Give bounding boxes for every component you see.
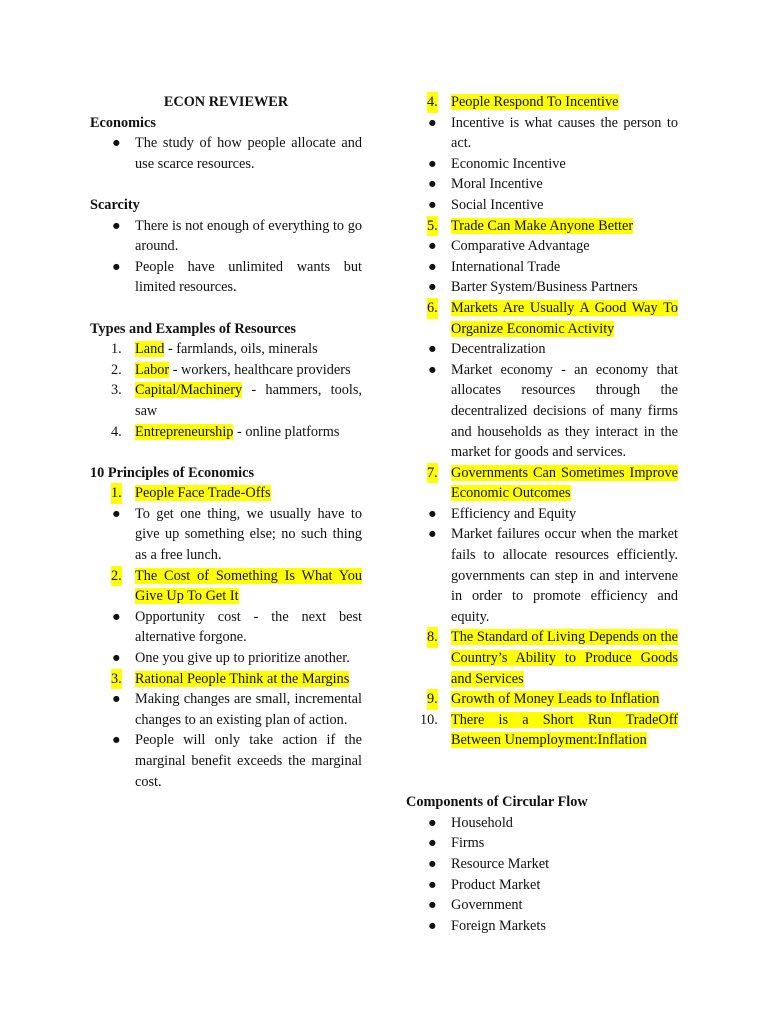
bullet-icon: ● (112, 608, 121, 625)
bullet-icon: ● (428, 279, 437, 296)
bullet-icon: ● (428, 341, 437, 358)
list-item: ● Government (406, 895, 678, 916)
principle-item: 6. Markets Are Usually A Good Way To Organize Economic Activity (427, 299, 678, 337)
list-item: ● Efficiency and Equity (406, 504, 678, 525)
circular-flow-list (406, 813, 678, 937)
list-item: ● Social Incentive (406, 195, 678, 216)
list-item: ● Firms (406, 833, 678, 854)
list-item: ● To get one thing, we usually have to give up something else; no such thing as a free lunch. (112, 505, 362, 564)
list-item: 1. Land - farmlands, oils, minerals (111, 341, 318, 358)
right-column (406, 92, 678, 936)
scarcity-list (90, 216, 362, 298)
section-heading-resources: Types and Examples of Resources (90, 320, 296, 337)
principle-item: 4. People Respond To Incentive (406, 92, 678, 113)
bullet-icon: ● (428, 196, 437, 213)
list-item: ● Economic Incentive (406, 154, 678, 175)
list-item: ● International Trade (406, 257, 678, 278)
section-heading-scarcity: Scarcity (90, 196, 140, 213)
bullet-icon: ● (428, 155, 437, 172)
principle-item: 7. Governments Can Sometimes Improve Economic Outcomes (427, 464, 678, 502)
list-item: ● Household (406, 813, 678, 834)
bullet-icon: ● (428, 814, 437, 831)
list-item: ● Foreign Markets (406, 916, 678, 937)
left-column (90, 92, 362, 792)
list-item: ● Market failures occur when the market fails to allocate resources efficiently. governments can step in and intervene in order to promote efficiency and equity. (428, 526, 678, 625)
principles-list-right (406, 92, 678, 751)
bullet-icon: ● (112, 650, 121, 667)
list-item: ● Resource Market (406, 854, 678, 875)
list-item: ● Opportunity cost - the next best alternative forgone. (112, 608, 362, 646)
bullet-icon: ● (428, 526, 437, 543)
bullet-icon: ● (428, 855, 437, 872)
principle-item: 8. The Standard of Living Depends on the Country’s Ability to Produce Goods and Services (427, 629, 678, 687)
principle-item: 2. The Cost of Something Is What You Give Up To Get It (111, 567, 362, 605)
highlighted-term: Labor (135, 361, 170, 378)
list-item: ● Making changes are small, incremental changes to an existing plan of action. (112, 691, 362, 728)
economics-list (90, 133, 362, 174)
highlighted-term: Entrepreneurship (135, 423, 234, 440)
highlighted-term: Land (135, 341, 165, 358)
list-item: ● Moral Incentive (406, 174, 678, 195)
section-heading-economics: Economics (90, 114, 156, 131)
bullet-icon: ● (428, 258, 437, 275)
bullet-icon: ● (112, 217, 121, 234)
bullet-icon: ● (112, 691, 121, 708)
list-item: 4. Entrepreneurship - online platforms (111, 423, 340, 440)
principle-item: 9. Growth of Money Leads to Inflation (406, 689, 678, 710)
resources-list (90, 339, 362, 442)
highlighted-term: Capital/Machinery (135, 382, 243, 399)
list-item: ● Incentive is what causes the person to act. (428, 114, 678, 152)
principle-item: 10. There is a Short Run TradeOff Between Unemployment:Inflation (420, 711, 678, 749)
section-heading-circular-flow: Components of Circular Flow (406, 794, 588, 811)
bullet-icon: ● (428, 114, 437, 131)
principle-item: 3. Rational People Think at the Margins (90, 669, 362, 690)
list-item: ● Comparative Advantage (406, 236, 678, 257)
principle-item: 1. People Face Trade-Offs (90, 483, 362, 504)
section-heading-principles: 10 Principles of Economics (90, 464, 255, 481)
bullet-icon: ● (428, 876, 437, 893)
bullet-icon: ● (428, 238, 437, 255)
list-item: ● One you give up to prioritize another. (90, 648, 362, 669)
list-item: 3. Capital/Machinery - hammers, tools, saw (111, 382, 362, 419)
bullet-icon: ● (428, 897, 437, 914)
bullet-icon: ● (112, 135, 121, 152)
principle-item: 5. Trade Can Make Anyone Better (406, 216, 678, 237)
list-item: ● Product Market (406, 875, 678, 896)
list-item: ● Market economy - an economy that allocates resources through the decentralized decisions of many firms and households as they interact in the market for goods and services. (428, 361, 678, 461)
principles-list-left (90, 483, 362, 792)
bullet-icon: ● (428, 835, 437, 852)
list-item: ● There is not enough of everything to go around. (112, 217, 362, 255)
list-item: ● Decentralization (406, 339, 678, 360)
bullet-icon: ● (428, 505, 437, 522)
list-item: ● People will only take action if the marginal benefit exceeds the marginal cost. (112, 732, 362, 790)
list-item: ● People have unlimited wants but limited resources. (112, 258, 362, 296)
list-item: ● The study of how people allocate and use scarce resources. (112, 135, 362, 172)
bullet-icon: ● (428, 361, 437, 378)
bullet-icon: ● (112, 258, 121, 275)
bullet-icon: ● (112, 732, 121, 749)
bullet-icon: ● (428, 176, 437, 193)
bullet-icon: ● (112, 505, 121, 522)
document-title: ECON REVIEWER (163, 94, 289, 110)
bullet-icon: ● (428, 917, 437, 934)
list-item: 2. Labor - workers, healthcare providers (111, 361, 351, 378)
list-item: ● Barter System/Business Partners (406, 277, 678, 298)
